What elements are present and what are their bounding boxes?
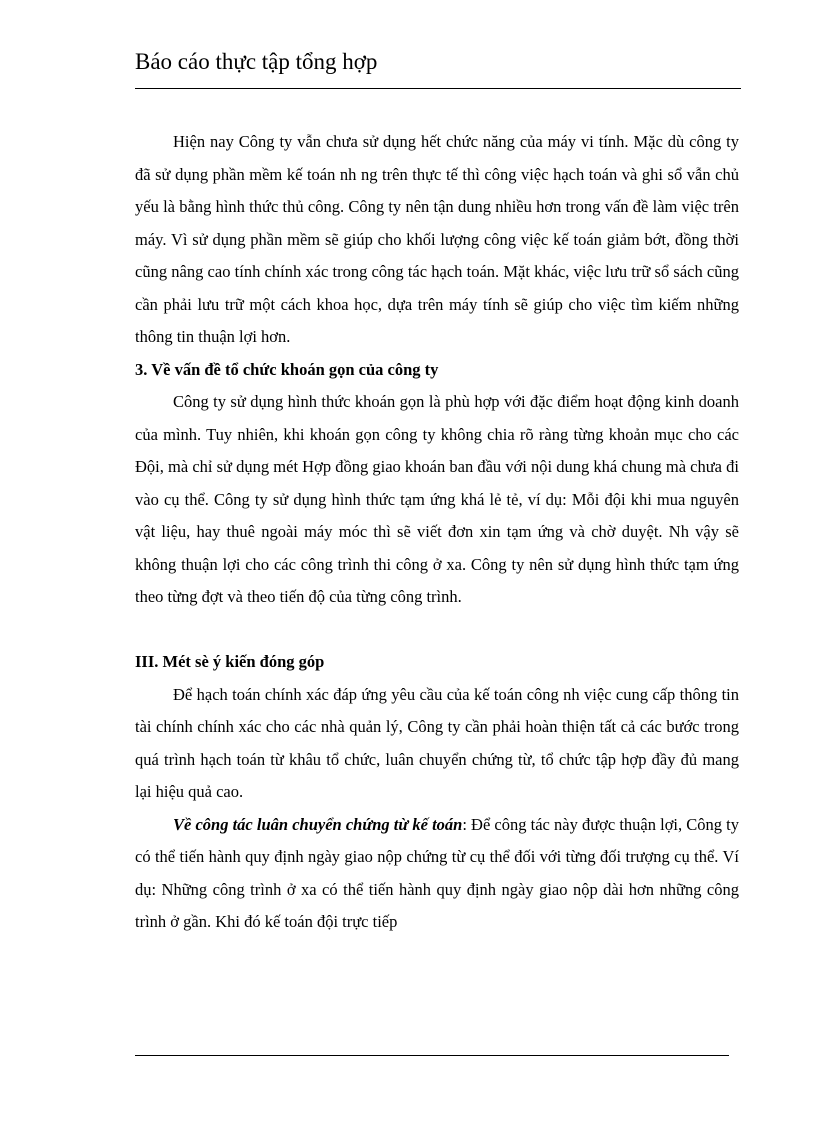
- page-header-title: Báo cáo thực tập tổng hợp: [135, 49, 378, 74]
- paragraph-accounting-accuracy: Để hạch toán chính xác đáp ứng yêu cầu của kế toán công nh việc cung cấp thông tin tài chính chính xác cho các nhà quản lý, Công ty cần phải hoàn thiện tất cả các bước trong quá trình hạch toán từ khâu tổ chức, luân chuyển chứng từ, tổ chức tập hợp đầy đủ mang lại hiệu quả cao.: [135, 684, 739, 801]
- paragraph-computer-usage: Hiện nay Công ty vẫn chưa sử dụng hết chức năng của máy vi tính. Mặc dù công ty đã sử dụng phần mềm kế toán nh ng trên thực tế thì công việc hạch toán và ghi sổ vẫn chủ yếu là bằng hình thức thủ công. Công ty nên tận dung nhiều hơn trong vấn đề làm việc trên máy. Vì sử dụng phần mềm sẽ giúp cho khối lượng công việc kế toán giảm bớt, đồng thời cũng nâng cao tính chính xác trong công tác hạch toán. Mặt khác, việc lưu trữ sổ sách cũng cần phải lưu trữ một cách khoa học, dựa trên máy tính sẽ giúp cho việc tìm kiếm những thông tin thuận lợi hơn.: [135, 132, 739, 346]
- section-heading-III: III. Mét sè ý kiến đóng góp: [135, 652, 325, 671]
- paragraph-body-text: : Để công tác này được thuận lợi, Công ty có thể tiến hành quy định ngày giao nộp chứng từ cụ thể đối với từng đối trượng cụ thể. Ví dụ: Những công trình ở xa có thể tiến hành quy định ngày giao nộp dài hơn những công trình ở gần. Khi đó kế toán đội trực tiếp: [135, 814, 739, 931]
- document-body: [135, 126, 739, 939]
- paragraph-lead-in: Về công tác luân chuyển chứng từ kế toán: [173, 814, 463, 834]
- blank-line: [135, 614, 739, 647]
- footer-divider: [135, 1055, 729, 1056]
- section-heading-3: 3. Về vấn đề tổ chức khoán gọn của công ty: [135, 359, 439, 379]
- paragraph-document-circulation: [135, 809, 739, 939]
- header-divider: [135, 88, 741, 89]
- paragraph-contracting: Công ty sử dụng hình thức khoán gọn là phù hợp với đặc điểm hoạt động kinh doanh của mình. Tuy nhiên, khi khoán gọn công ty không chia rõ ràng từng khoản mục cho các Đội, mà chỉ sử dụng mét Hợp đồng giao khoán ban đầu với nội dung khá chung mà chưa đi vào cụ thể. Công ty sử dụng hình thức tạm ứng khá lẻ tẻ, ví dụ: Mỗi đội khi mua nguyên vật liệu, hay thuê ngoài máy móc thì sẽ viết đơn xin tạm ứng và chờ duyệt. Nh vậy sẽ không thuận lợi cho các công trình thi công ở xa. Công ty nên sử dụng hình thức tạm ứng theo từng đợt và theo tiến độ của từng công trình.: [135, 392, 739, 606]
